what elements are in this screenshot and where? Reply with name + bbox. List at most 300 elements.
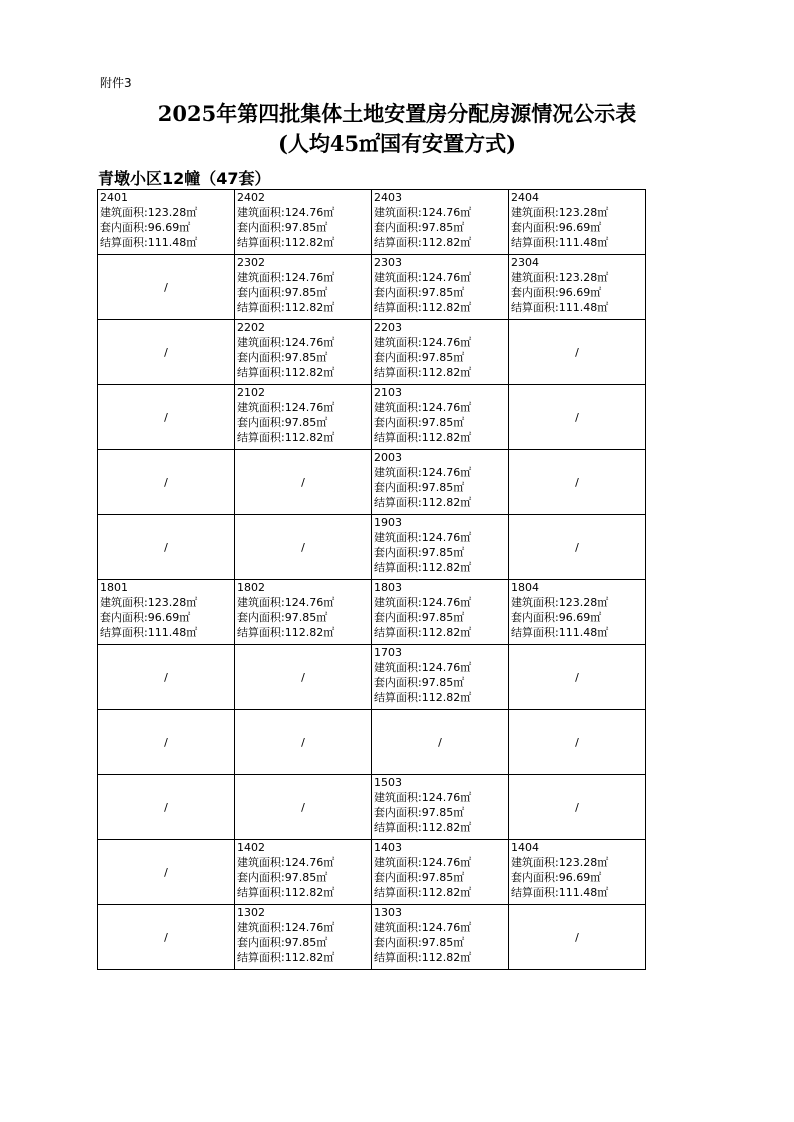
settle-area-part: 结算面积:	[237, 951, 285, 964]
settle-area-part: 结算面积:	[374, 821, 422, 834]
empty-cell: /	[235, 450, 372, 515]
unit-number-part: 1303	[374, 906, 402, 919]
build-area	[374, 205, 508, 220]
settle-area-part: 结算面积:	[511, 886, 559, 899]
settle-area-part: 111.48㎡	[558, 301, 609, 314]
build-area-part: 124.76㎡	[421, 271, 472, 284]
build-area-part: 建筑面积:	[374, 206, 422, 219]
unit-number-part: 1402	[237, 841, 265, 854]
build-area-part: 建筑面积:	[237, 401, 285, 414]
unit-number-part: 1302	[237, 906, 265, 919]
inner-area-part: 套内面积:	[511, 286, 559, 299]
settle-area-part: 111.48㎡	[147, 236, 198, 249]
settle-area	[374, 365, 508, 380]
build-area-part: 建筑面积:	[237, 596, 285, 609]
build-area-part: 建筑面积:	[374, 531, 422, 544]
unit-number	[237, 385, 371, 400]
build-area	[374, 400, 508, 415]
empty-cell: /	[509, 645, 646, 710]
build-area	[237, 920, 371, 935]
settle-area-part: 结算面积:	[374, 496, 422, 509]
settle-area	[374, 885, 508, 900]
build-area-part: 建筑面积:	[100, 206, 148, 219]
unit-cell	[372, 580, 509, 645]
build-area	[237, 335, 371, 350]
inner-area-part: 套内面积:	[237, 351, 285, 364]
inner-area	[511, 870, 645, 885]
build-area-part: 建筑面积:	[374, 466, 422, 479]
settle-area-part: 112.82㎡	[284, 951, 335, 964]
unit-number	[374, 580, 508, 595]
inner-area-part: 97.85㎡	[284, 286, 328, 299]
inner-area	[374, 285, 508, 300]
settle-area-part: 结算面积:	[374, 951, 422, 964]
inner-area	[374, 805, 508, 820]
build-area	[374, 660, 508, 675]
settle-area	[374, 690, 508, 705]
inner-area-part: 96.69㎡	[147, 221, 191, 234]
unit-number	[237, 320, 371, 335]
unit-number	[237, 905, 371, 920]
build-area-part: 123.28㎡	[147, 206, 198, 219]
settle-area	[237, 300, 371, 315]
settle-area	[511, 885, 645, 900]
build-area-part: 124.76㎡	[284, 921, 335, 934]
inner-area	[237, 350, 371, 365]
build-area-part: 124.76㎡	[421, 791, 472, 804]
settle-area-part: 结算面积:	[374, 626, 422, 639]
unit-number	[374, 905, 508, 920]
inner-area-part: 套内面积:	[374, 936, 422, 949]
inner-area-part: 套内面积:	[100, 611, 148, 624]
settle-area-part: 112.82㎡	[421, 821, 472, 834]
inner-area	[237, 870, 371, 885]
unit-number	[511, 580, 645, 595]
unit-number-part: 1804	[511, 581, 539, 594]
unit-number-part: 2304	[511, 256, 539, 269]
build-area-part: 124.76㎡	[421, 206, 472, 219]
build-area-part: 建筑面积:	[237, 271, 285, 284]
table-row	[98, 905, 646, 970]
settle-area	[374, 300, 508, 315]
inner-area-part: 97.85㎡	[421, 871, 465, 884]
settle-area-part: 结算面积:	[237, 886, 285, 899]
inner-area-part: 97.85㎡	[421, 351, 465, 364]
settle-area	[100, 625, 234, 640]
table-row	[98, 515, 646, 580]
unit-number	[374, 385, 508, 400]
inner-area-part: 97.85㎡	[421, 611, 465, 624]
build-area	[511, 595, 645, 610]
settle-area-part: 结算面积:	[511, 626, 559, 639]
settle-area-part: 112.82㎡	[284, 236, 335, 249]
inner-area-part: 套内面积:	[374, 481, 422, 494]
empty-cell: /	[98, 385, 235, 450]
unit-number-part: 2402	[237, 191, 265, 204]
inner-area	[374, 935, 508, 950]
unit-number	[511, 190, 645, 205]
build-area-part: 124.76㎡	[421, 856, 472, 869]
settle-area-part: 111.48㎡	[558, 236, 609, 249]
settle-area-part: 111.48㎡	[558, 626, 609, 639]
empty-cell: /	[509, 775, 646, 840]
empty-cell: /	[235, 775, 372, 840]
unit-number	[237, 255, 371, 270]
table-row	[98, 710, 646, 775]
settle-area-part: 结算面积:	[237, 301, 285, 314]
unit-cell	[235, 320, 372, 385]
unit-cell	[509, 190, 646, 255]
build-area-part: 124.76㎡	[421, 466, 472, 479]
unit-number-part: 1404	[511, 841, 539, 854]
build-area-part: 建筑面积:	[511, 271, 559, 284]
unit-number-part: 2102	[237, 386, 265, 399]
table-row	[98, 775, 646, 840]
unit-number-part: 2404	[511, 191, 539, 204]
settle-area-part: 111.48㎡	[558, 886, 609, 899]
settle-area-part: 结算面积:	[237, 236, 285, 249]
inner-area	[374, 545, 508, 560]
empty-cell: /	[98, 515, 235, 580]
section-title: 青墩小区12幢（47套）	[98, 169, 271, 188]
build-area-part: 建筑面积:	[237, 921, 285, 934]
settle-area-part: 结算面积:	[374, 366, 422, 379]
settle-area-part: 112.82㎡	[421, 236, 472, 249]
unit-cell	[509, 255, 646, 320]
settle-area-part: 结算面积:	[374, 431, 422, 444]
unit-number	[374, 645, 508, 660]
settle-area-part: 112.82㎡	[284, 431, 335, 444]
inner-area-part: 96.69㎡	[558, 611, 602, 624]
settle-area	[237, 950, 371, 965]
inner-area-part: 套内面积:	[237, 416, 285, 429]
settle-area-part: 112.82㎡	[421, 301, 472, 314]
inner-area-part: 套内面积:	[374, 416, 422, 429]
build-area	[237, 205, 371, 220]
unit-cell	[235, 255, 372, 320]
build-area	[374, 855, 508, 870]
unit-cell	[235, 385, 372, 450]
build-area-part: 建筑面积:	[511, 856, 559, 869]
inner-area-part: 套内面积:	[374, 806, 422, 819]
inner-area	[374, 220, 508, 235]
unit-number-part: 2103	[374, 386, 402, 399]
build-area-part: 建筑面积:	[374, 921, 422, 934]
inner-area	[100, 220, 234, 235]
inner-area	[511, 285, 645, 300]
unit-number	[237, 190, 371, 205]
settle-area-part: 112.82㎡	[421, 886, 472, 899]
inner-area-part: 97.85㎡	[421, 546, 465, 559]
settle-area-part: 结算面积:	[511, 236, 559, 249]
unit-cell	[372, 515, 509, 580]
settle-area-part: 112.82㎡	[421, 561, 472, 574]
settle-area-part: 112.82㎡	[421, 496, 472, 509]
settle-area	[100, 235, 234, 250]
document-subtitle: (人均45㎡国有安置方式)	[277, 131, 517, 156]
unit-number-part: 1503	[374, 776, 402, 789]
build-area-part: 建筑面积:	[237, 856, 285, 869]
settle-area-part: 112.82㎡	[421, 431, 472, 444]
settle-area	[511, 625, 645, 640]
inner-area-part: 97.85㎡	[421, 481, 465, 494]
table-row	[98, 840, 646, 905]
settle-area	[374, 625, 508, 640]
inner-area	[511, 220, 645, 235]
build-area	[100, 595, 234, 610]
empty-cell: /	[372, 710, 509, 775]
build-area	[237, 270, 371, 285]
settle-area	[237, 430, 371, 445]
unit-cell	[372, 320, 509, 385]
unit-number-part: 2401	[100, 191, 128, 204]
attachment-label: 附件3	[100, 76, 132, 90]
housing-table	[97, 189, 646, 970]
inner-area	[100, 610, 234, 625]
unit-cell	[509, 580, 646, 645]
settle-area	[374, 820, 508, 835]
build-area-part: 124.76㎡	[284, 336, 335, 349]
unit-number	[374, 515, 508, 530]
inner-area-part: 97.85㎡	[421, 806, 465, 819]
empty-cell: /	[509, 710, 646, 775]
settle-area	[511, 300, 645, 315]
inner-area-part: 97.85㎡	[421, 416, 465, 429]
inner-area	[374, 350, 508, 365]
inner-area	[511, 610, 645, 625]
build-area-part: 建筑面积:	[374, 401, 422, 414]
unit-number	[374, 840, 508, 855]
settle-area-part: 结算面积:	[374, 236, 422, 249]
settle-area	[511, 235, 645, 250]
unit-number	[374, 775, 508, 790]
unit-cell	[372, 645, 509, 710]
build-area-part: 124.76㎡	[284, 401, 335, 414]
unit-cell	[98, 580, 235, 645]
unit-number	[374, 190, 508, 205]
settle-area	[374, 950, 508, 965]
settle-area-part: 结算面积:	[374, 561, 422, 574]
empty-cell: /	[235, 645, 372, 710]
inner-area-part: 套内面积:	[374, 286, 422, 299]
settle-area-part: 结算面积:	[237, 626, 285, 639]
settle-area-part: 结算面积:	[237, 366, 285, 379]
table-row	[98, 385, 646, 450]
unit-number-part: 2302	[237, 256, 265, 269]
build-area-part: 124.76㎡	[421, 401, 472, 414]
build-area-part: 建筑面积:	[374, 856, 422, 869]
empty-cell: /	[98, 775, 235, 840]
settle-area-part: 112.82㎡	[284, 626, 335, 639]
unit-cell	[235, 190, 372, 255]
build-area	[237, 400, 371, 415]
table-row	[98, 255, 646, 320]
build-area	[374, 530, 508, 545]
inner-area	[374, 675, 508, 690]
build-area-part: 124.76㎡	[284, 271, 335, 284]
build-area	[374, 465, 508, 480]
unit-number-part: 1803	[374, 581, 402, 594]
empty-cell: /	[509, 320, 646, 385]
inner-area	[374, 870, 508, 885]
empty-cell: /	[235, 515, 372, 580]
inner-area-part: 97.85㎡	[421, 936, 465, 949]
unit-number	[237, 580, 371, 595]
empty-cell: /	[509, 385, 646, 450]
unit-number-part: 2303	[374, 256, 402, 269]
unit-cell	[372, 255, 509, 320]
unit-number-part: 1703	[374, 646, 402, 659]
inner-area-part: 96.69㎡	[558, 286, 602, 299]
build-area-part: 124.76㎡	[421, 596, 472, 609]
settle-area-part: 112.82㎡	[421, 691, 472, 704]
build-area-part: 建筑面积:	[374, 596, 422, 609]
inner-area-part: 套内面积:	[511, 611, 559, 624]
build-area-part: 124.76㎡	[421, 661, 472, 674]
build-area-part: 建筑面积:	[237, 336, 285, 349]
empty-cell: /	[98, 905, 235, 970]
inner-area-part: 97.85㎡	[284, 351, 328, 364]
build-area-part: 124.76㎡	[421, 336, 472, 349]
settle-area-part: 结算面积:	[374, 691, 422, 704]
settle-area	[374, 235, 508, 250]
build-area-part: 124.76㎡	[284, 856, 335, 869]
settle-area	[237, 365, 371, 380]
unit-cell	[372, 840, 509, 905]
housing-table-body	[98, 190, 646, 970]
settle-area-part: 112.82㎡	[421, 626, 472, 639]
empty-cell: /	[235, 710, 372, 775]
inner-area	[237, 610, 371, 625]
inner-area-part: 97.85㎡	[421, 676, 465, 689]
build-area-part: 123.28㎡	[558, 271, 609, 284]
build-area	[237, 855, 371, 870]
inner-area-part: 套内面积:	[100, 221, 148, 234]
empty-cell: /	[98, 320, 235, 385]
unit-number-part: 1801	[100, 581, 128, 594]
settle-area-part: 结算面积:	[237, 431, 285, 444]
empty-cell: /	[98, 840, 235, 905]
inner-area-part: 套内面积:	[237, 286, 285, 299]
settle-area-part: 112.82㎡	[284, 886, 335, 899]
unit-number	[374, 320, 508, 335]
inner-area-part: 套内面积:	[374, 546, 422, 559]
settle-area-part: 结算面积:	[374, 886, 422, 899]
build-area	[374, 790, 508, 805]
settle-area-part: 112.82㎡	[421, 951, 472, 964]
build-area	[511, 205, 645, 220]
settle-area	[374, 495, 508, 510]
settle-area	[374, 560, 508, 575]
inner-area	[237, 415, 371, 430]
settle-area-part: 结算面积:	[100, 236, 148, 249]
inner-area	[237, 935, 371, 950]
table-row	[98, 450, 646, 515]
inner-area-part: 套内面积:	[374, 676, 422, 689]
build-area	[237, 595, 371, 610]
inner-area	[374, 480, 508, 495]
inner-area-part: 97.85㎡	[284, 611, 328, 624]
inner-area-part: 96.69㎡	[558, 221, 602, 234]
inner-area-part: 96.69㎡	[558, 871, 602, 884]
unit-cell	[372, 450, 509, 515]
unit-number-part: 1903	[374, 516, 402, 529]
inner-area	[374, 610, 508, 625]
inner-area-part: 套内面积:	[374, 611, 422, 624]
build-area-part: 124.76㎡	[421, 921, 472, 934]
unit-number-part: 2203	[374, 321, 402, 334]
unit-cell	[235, 905, 372, 970]
unit-cell	[372, 190, 509, 255]
empty-cell: /	[98, 450, 235, 515]
settle-area-part: 结算面积:	[511, 301, 559, 314]
unit-number	[511, 840, 645, 855]
empty-cell: /	[98, 645, 235, 710]
settle-area-part: 112.82㎡	[421, 366, 472, 379]
inner-area-part: 套内面积:	[511, 871, 559, 884]
settle-area	[237, 235, 371, 250]
build-area-part: 124.76㎡	[421, 531, 472, 544]
build-area-part: 建筑面积:	[511, 206, 559, 219]
unit-number-part: 1802	[237, 581, 265, 594]
table-row	[98, 190, 646, 255]
build-area-part: 124.76㎡	[284, 206, 335, 219]
inner-area	[237, 220, 371, 235]
build-area-part: 123.28㎡	[147, 596, 198, 609]
build-area-part: 建筑面积:	[374, 661, 422, 674]
unit-number-part: 1403	[374, 841, 402, 854]
build-area	[511, 855, 645, 870]
settle-area	[237, 885, 371, 900]
inner-area-part: 套内面积:	[374, 221, 422, 234]
inner-area-part: 97.85㎡	[421, 286, 465, 299]
unit-cell	[235, 840, 372, 905]
settle-area-part: 结算面积:	[100, 626, 148, 639]
build-area	[374, 335, 508, 350]
build-area-part: 建筑面积:	[374, 791, 422, 804]
build-area-part: 123.28㎡	[558, 206, 609, 219]
inner-area-part: 97.85㎡	[284, 936, 328, 949]
inner-area-part: 97.85㎡	[284, 416, 328, 429]
unit-number-part: 2003	[374, 451, 402, 464]
build-area-part: 建筑面积:	[511, 596, 559, 609]
empty-cell: /	[509, 450, 646, 515]
empty-cell: /	[98, 710, 235, 775]
unit-cell	[372, 775, 509, 840]
unit-cell	[509, 840, 646, 905]
inner-area-part: 套内面积:	[237, 936, 285, 949]
inner-area-part: 套内面积:	[237, 221, 285, 234]
build-area-part: 建筑面积:	[100, 596, 148, 609]
unit-number	[237, 840, 371, 855]
inner-area-part: 97.85㎡	[421, 221, 465, 234]
build-area	[100, 205, 234, 220]
unit-number	[511, 255, 645, 270]
inner-area	[374, 415, 508, 430]
inner-area-part: 套内面积:	[374, 871, 422, 884]
empty-cell: /	[509, 905, 646, 970]
table-row	[98, 645, 646, 710]
build-area-part: 123.28㎡	[558, 596, 609, 609]
unit-number	[374, 450, 508, 465]
settle-area-part: 112.82㎡	[284, 366, 335, 379]
inner-area-part: 套内面积:	[237, 871, 285, 884]
build-area	[374, 595, 508, 610]
build-area-part: 123.28㎡	[558, 856, 609, 869]
build-area-part: 124.76㎡	[284, 596, 335, 609]
unit-number	[374, 255, 508, 270]
unit-number-part: 2202	[237, 321, 265, 334]
